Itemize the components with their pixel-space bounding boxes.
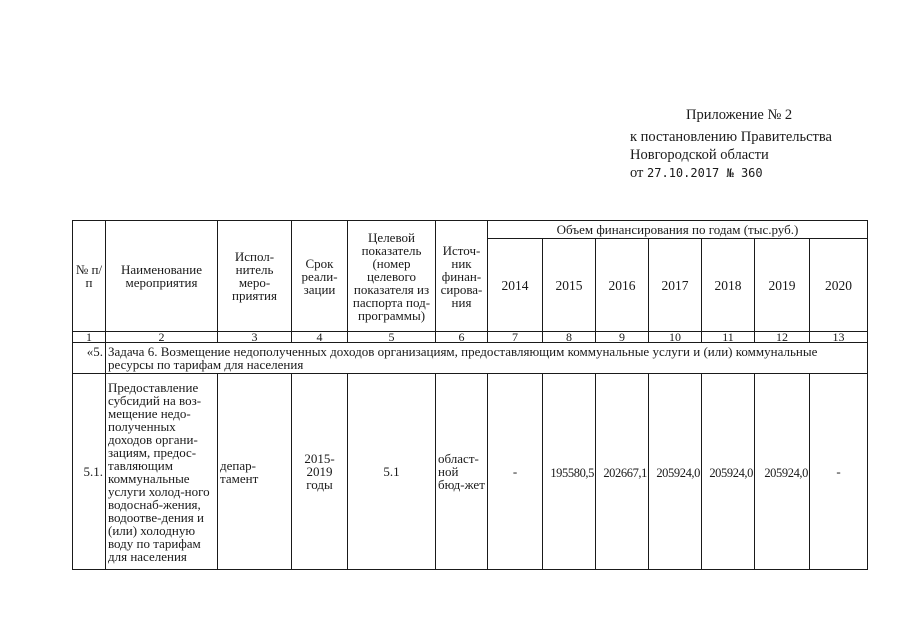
- row-name: Предоставление субсидий на воз-мещение недо-полученных доходов органи-зациям, предос-тавляющим коммунальные услуги холод-ного водоснаб-жения, водоотве-дения и (или) холодную воду по тарифам для населения: [106, 374, 218, 570]
- year-header: 2016: [596, 239, 649, 332]
- col-header-target: Целевой показатель (номер целевого показателя из паспорта под-программы): [348, 221, 436, 332]
- column-number: 4: [292, 332, 348, 343]
- year-header: 2015: [543, 239, 596, 332]
- column-number: 3: [218, 332, 292, 343]
- column-number-row: [73, 332, 868, 343]
- task-description: Задача 6. Возмещение недополученных доходов организациям, предоставляющим коммунальные услуги и (или) коммунальные ресурсы по тарифам для населения: [106, 343, 868, 374]
- row-executor: депар-тамент: [218, 374, 292, 570]
- row-number: 5.1.: [73, 374, 106, 570]
- row-target: 5.1: [348, 374, 436, 570]
- col-header-term: Срок реали-зации: [292, 221, 348, 332]
- financing-table: [72, 220, 868, 570]
- row-value-2020: -: [810, 374, 868, 570]
- year-header: 2014: [488, 239, 543, 332]
- col-header-executor: Испол-нитель меро-приятия: [218, 221, 292, 332]
- row-value-2015: 195580,5: [543, 374, 596, 570]
- header-date-line: [630, 164, 763, 182]
- column-number: 13: [810, 332, 868, 343]
- header-line-2: Новгородской области: [630, 147, 769, 163]
- row-term: 2015-2019 годы: [292, 374, 348, 570]
- column-number: 7: [488, 332, 543, 343]
- date-prefix: от: [630, 165, 644, 181]
- appendix-title: Приложение № 2: [686, 107, 793, 123]
- year-header: 2018: [702, 239, 755, 332]
- row-value-2016: 202667,1: [596, 374, 649, 570]
- row-value-2018: 205924,0: [702, 374, 755, 570]
- row-value-2019: 205924,0: [755, 374, 810, 570]
- column-number: 6: [436, 332, 488, 343]
- row-source: област-ной бюд-жет: [436, 374, 488, 570]
- date-number: 27.10.2017 № 360: [647, 166, 763, 180]
- year-header: 2017: [649, 239, 702, 332]
- col-header-source: Источ-ник финан-сирова-ния: [436, 221, 488, 332]
- task-row: [73, 343, 868, 374]
- header-line-1: к постановлению Правительства: [630, 129, 832, 145]
- year-header: 2020: [810, 239, 868, 332]
- col-header-volume: Объем финансирования по годам (тыс.руб.): [488, 221, 868, 239]
- row-value-2017: 205924,0: [649, 374, 702, 570]
- task-number: «5.: [73, 343, 106, 374]
- col-header-name: Наименование мероприятия: [106, 221, 218, 332]
- column-number: 8: [543, 332, 596, 343]
- column-number: 9: [596, 332, 649, 343]
- year-header: 2019: [755, 239, 810, 332]
- row-value-2014: -: [488, 374, 543, 570]
- column-number: 1: [73, 332, 106, 343]
- column-number: 5: [348, 332, 436, 343]
- column-number: 11: [702, 332, 755, 343]
- column-number: 2: [106, 332, 218, 343]
- column-number: 10: [649, 332, 702, 343]
- column-number: 12: [755, 332, 810, 343]
- col-header-num: № п/п: [73, 221, 106, 332]
- table-row: [73, 374, 868, 570]
